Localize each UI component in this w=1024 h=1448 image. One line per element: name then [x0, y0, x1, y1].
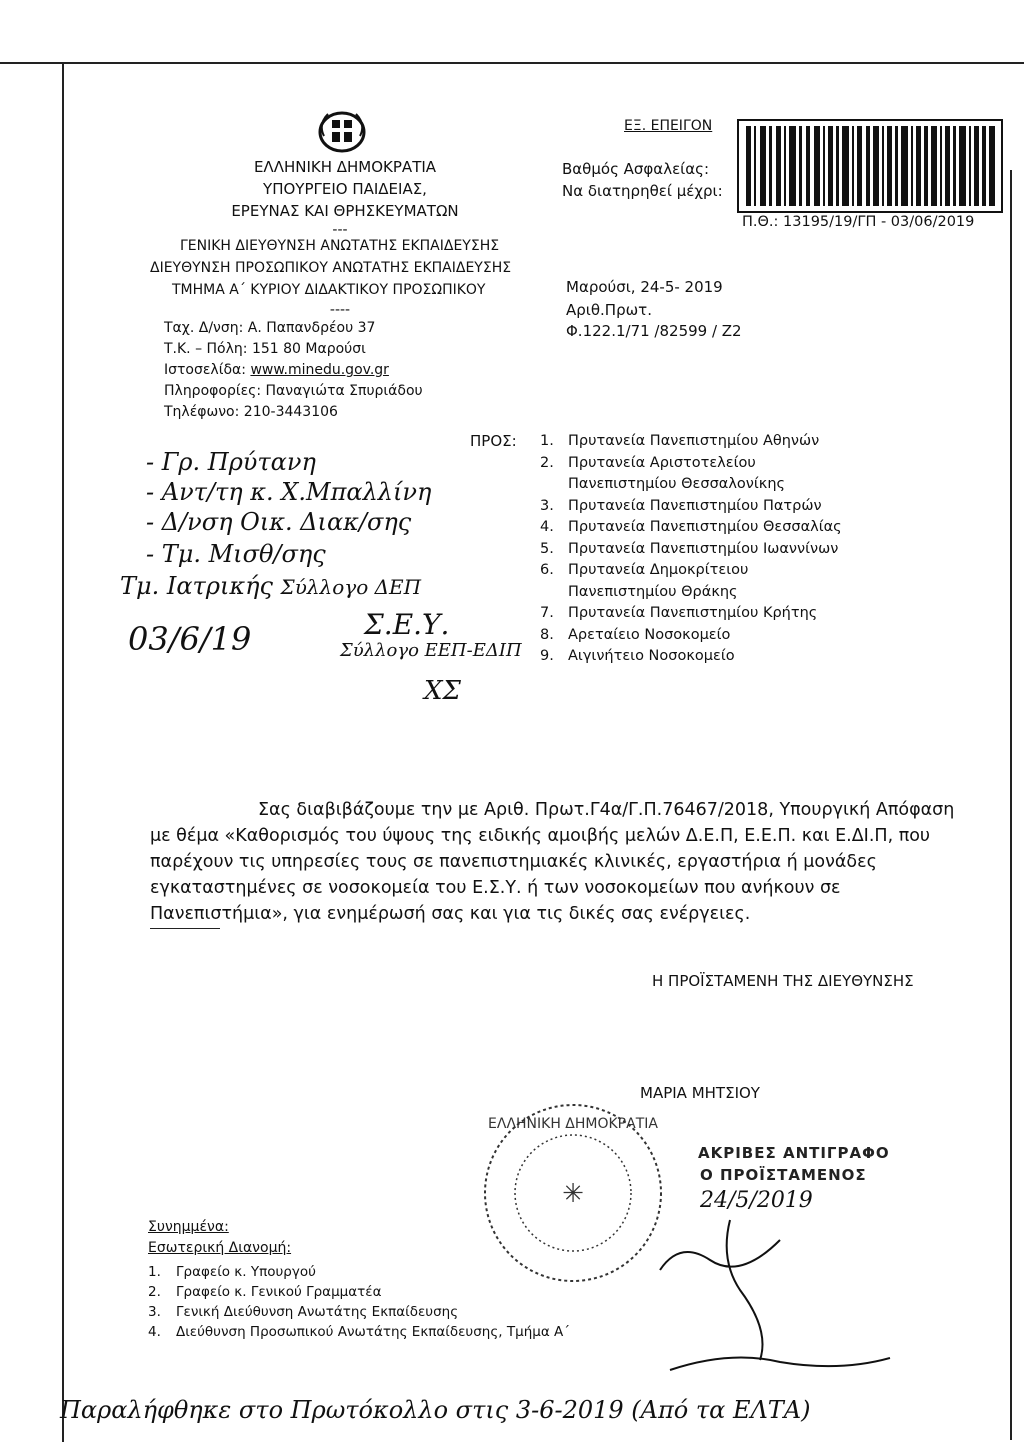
- recipient-item: 7. Πρυτανεία Πανεπιστημίου Κρήτης: [540, 605, 818, 621]
- distribution-label: Εσωτερική Διανομή:: [148, 1240, 292, 1256]
- recipient-item: 1. Πρυτανεία Πανεπιστημίου Αθηνών: [540, 433, 820, 449]
- seal-text: ΕΛΛΗΝΙΚΗ ΔΗΜΟΚΡΑΤΙΑ: [488, 1116, 658, 1132]
- recipients-label: ΠΡΟΣ:: [470, 432, 517, 450]
- urgency-label: ΕΞ. ΕΠΕΙΓΟΝ: [624, 118, 713, 134]
- recipient-item: 6. Πρυτανεία Δημοκρίτειου: [540, 562, 749, 578]
- signatory-name: ΜΑΡΙΑ ΜΗΤΣΙΟΥ: [640, 1084, 760, 1102]
- recipient-item: 2. Πρυτανεία Αριστοτελείου: [540, 454, 756, 471]
- distribution-item: 2. Γραφείο κ. Γενικού Γραμματέα: [148, 1284, 382, 1300]
- general-directorate: ΓΕΝΙΚΗ ΔΙΕΥΘΥΝΣΗ ΑΝΩΤΑΤΗΣ ΕΚΠΑΙΔΕΥΣΗΣ: [180, 238, 500, 254]
- separator: ---: [332, 222, 348, 238]
- protocol-label: Αριθ.Πρωτ.: [566, 301, 652, 319]
- info-contact: Πληροφορίες: Παναγιώτα Σπυριάδου: [164, 383, 423, 399]
- body-line: Πανεπιστήμια», για ενημέρωσή σας και για τις δικές σας ενέργειες.: [150, 904, 751, 924]
- seal-star-icon: ✳: [562, 1179, 584, 1209]
- recipient-item: 5. Πρυτανεία Πανεπιστημίου Ιωαννίνων: [540, 540, 839, 557]
- ministry-line-1: ΥΠΟΥΡΓΕΙΟ ΠΑΙΔΕΙΑΣ,: [263, 180, 427, 198]
- divider: [150, 928, 220, 929]
- postcode-city: Τ.Κ. – Πόλη: 151 80 Μαρούσι: [164, 341, 366, 357]
- security-level-label: Βαθμός Ασφαλείας:: [562, 160, 710, 178]
- attachments-label: Συνημμένα:: [148, 1219, 229, 1235]
- recipient-item: 9. Αιγινήτειο Νοσοκομείο: [540, 648, 735, 664]
- handwritten-receipt-note: Παραλήφθηκε στο Πρωτόκολλο στις 3-6-2019 (Από τα ΕΛΤΑ): [60, 1396, 811, 1424]
- recipient-item-cont: Πανεπιστημίου Θράκης: [568, 583, 738, 600]
- scan-border-top: [0, 62, 1024, 64]
- handwritten-note: - Δ/νση Οικ. Διακ/σης: [146, 508, 412, 536]
- handwritten-note: Σύλλογο ΕΕΠ-ΕΔΙΠ: [340, 640, 522, 661]
- body-line: εγκαταστημένες σε νοσοκομεία του Ε.Σ.Υ. ή των νοσοκομείων που ανήκουν σε: [150, 878, 841, 898]
- website-label: Ιστοσελίδα:: [164, 362, 246, 378]
- website-line: [164, 362, 389, 378]
- distribution-list: [148, 1262, 570, 1342]
- phone: Τηλέφωνο: 210-3443106: [164, 404, 338, 420]
- barcode: [736, 118, 1006, 214]
- body-line: Σας διαβιβάζουμε την με Αριθ. Πρωτ.Γ4α/Γ.Π.76467/2018, Υπουργική Απόφαση: [258, 800, 955, 820]
- postal-address: Ταχ. Δ/νση: Α. Παπανδρέου 37: [164, 320, 376, 336]
- recipient-item-cont: Πανεπιστημίου Θεσσαλονίκης: [568, 476, 786, 492]
- scan-border-right: [1010, 170, 1012, 1440]
- website-link[interactable]: www.minedu.gov.gr: [250, 362, 389, 378]
- distribution-item: 4. Διεύθυνση Προσωπικού Ανωτάτης Εκπαίδευσης, Τμήμα Α΄: [148, 1324, 571, 1340]
- department: ΤΜΗΜΑ Α΄ ΚΥΡΙΟΥ ΔΙΔΑΚΤΙΚΟΥ ΠΡΟΣΩΠΙΚΟΥ: [172, 282, 486, 298]
- barcode-protocol-text: Π.Θ.: 13195/19/ΓΠ - 03/06/2019: [742, 214, 975, 230]
- stamp-date: 24/5/2019: [700, 1188, 813, 1213]
- body-line: παρέχουν τις υπηρεσίες τους σε πανεπιστημιακές κλινικές, εργαστήρια ή μονάδες: [150, 852, 877, 872]
- distribution-item: 1. Γραφείο κ. Υπουργού: [148, 1264, 316, 1280]
- handwritten-signature: [640, 1200, 900, 1380]
- recipient-item: 3. Πρυτανεία Πανεπιστημίου Πατρών: [540, 497, 822, 514]
- ministry-line-2: ΕΡΕΥΝΑΣ ΚΑΙ ΘΡΗΣΚΕΥΜΑΤΩΝ: [231, 202, 459, 220]
- scan-border-left: [62, 62, 64, 1442]
- distribution-item: 3. Γενική Διεύθυνση Ανωτάτης Εκπαίδευσης: [148, 1304, 459, 1320]
- stamp-line: Ο ΠΡΟΪΣΤΑΜΕΝΟΣ: [700, 1166, 867, 1184]
- place-date: Μαρούσι, 24-5- 2019: [566, 278, 723, 296]
- republic-title: ΕΛΛΗΝΙΚΗ ΔΗΜΟΚΡΑΤΙΑ: [253, 158, 437, 176]
- signatory-title: Η ΠΡΟΪΣΤΑΜΕΝΗ ΤΗΣ ΔΙΕΥΘΥΝΣΗΣ: [652, 972, 914, 990]
- retain-until-label: Να διατηρηθεί μέχρι:: [562, 182, 723, 200]
- recipient-item: 8. Αρεταίειο Νοσοκομείο: [540, 626, 731, 643]
- handwritten-note: - Τμ. Μισθ/σης: [146, 540, 326, 568]
- handwritten-note: Τμ. Ιατρικής Σύλλογο ΔΕΠ: [120, 572, 422, 600]
- stamp-line: ΑΚΡΙΒΕΣ ΑΝΤΙΓΡΑΦΟ: [698, 1144, 890, 1162]
- handwritten-note: - Γρ. Πρύτανη: [146, 448, 316, 476]
- handwritten-note: - Αντ/τη κ. Χ.Μπαλλίνη: [146, 478, 432, 506]
- handwritten-date: 03/6/19: [128, 620, 252, 658]
- recipients-list: [540, 431, 940, 668]
- handwritten-note: Σ.Ε.Υ.: [364, 608, 450, 641]
- recipient-item: 4. Πρυτανεία Πανεπιστημίου Θεσσαλίας: [540, 519, 842, 535]
- separator: ----: [329, 302, 351, 318]
- body-line: με θέμα «Καθορισμός του ύψους της ειδικής αμοιβής μελών Δ.Ε.Π, Ε.Ε.Π. και Ε.ΔΙ.Π, που: [150, 826, 931, 846]
- handwritten-initials: ΧΣ: [424, 676, 461, 706]
- directorate: ΔΙΕΥΘΥΝΣΗ ΠΡΟΣΩΠΙΚΟΥ ΑΝΩΤΑΤΗΣ ΕΚΠΑΙΔΕΥΣΗΣ: [150, 260, 512, 276]
- protocol-number: Φ.122.1/71 /82599 / Ζ2: [566, 322, 742, 340]
- coat-of-arms-icon: [312, 106, 372, 154]
